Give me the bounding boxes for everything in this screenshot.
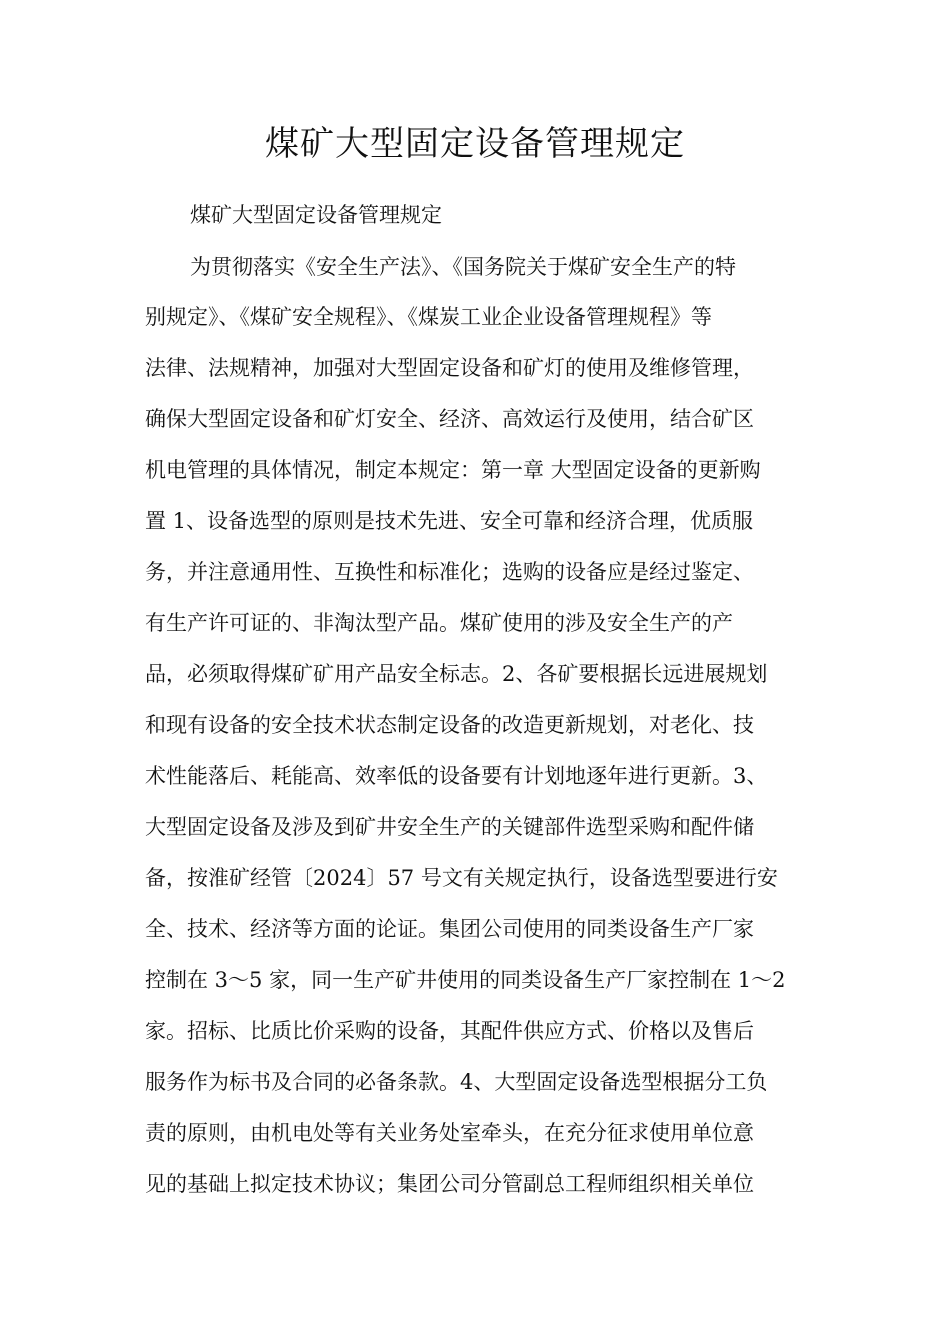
paragraph-line: 全、技术、经济等方面的论证。集团公司使用的同类设备生产厂家 — [145, 917, 754, 941]
paragraph-line: 为贯彻落实《安全生产法》、《国务院关于煤矿安全生产的特 — [190, 255, 736, 279]
paragraph-line: 服务作为标书及合同的必备条款。4、大型固定设备选型根据分工负 — [145, 1070, 768, 1094]
paragraph-line: 法律、法规精神，加强对大型固定设备和矿灯的使用及维修管理， — [145, 356, 754, 380]
paragraph-line: 和现有设备的安全技术状态制定设备的改造更新规划，对老化、技 — [145, 713, 754, 737]
paragraph-line: 见的基础上拟定技术协议；集团公司分管副总工程师组织相关单位 — [145, 1172, 754, 1196]
paragraph-line: 有生产许可证的、非淘汰型产品。煤矿使用的涉及安全生产的产 — [145, 611, 733, 635]
paragraph-line: 别规定》、《煤矿安全规程》、《煤炭工业企业设备管理规程》等 — [145, 305, 712, 329]
paragraph-line: 备，按淮矿经管〔2024〕57 号文有关规定执行，设备选型要进行安 — [145, 866, 778, 890]
paragraph-line: 品，必须取得煤矿矿用产品安全标志。2、各矿要根据长远进展规划 — [145, 662, 768, 686]
paragraph-line: 确保大型固定设备和矿灯安全、经济、高效运行及使用，结合矿区 — [145, 407, 754, 431]
paragraph-line: 控制在 3～5 家，同一生产矿井使用的同类设备生产厂家控制在 1～2 — [145, 968, 786, 992]
paragraph-line: 大型固定设备及涉及到矿井安全生产的关键部件选型采购和配件储 — [145, 815, 754, 839]
paragraph-line: 责的原则，由机电处等有关业务处室牵头，在充分征求使用单位意 — [145, 1121, 754, 1145]
paragraph-line: 机电管理的具体情况，制定本规定：第一章 大型固定设备的更新购 — [145, 458, 761, 482]
document-subtitle: 煤矿大型固定设备管理规定 — [190, 203, 442, 227]
paragraph-line: 置 1、设备选型的原则是技术先进、安全可靠和经济合理，优质服 — [145, 509, 754, 533]
paragraph-line: 务，并注意通用性、互换性和标准化；选购的设备应是经过鉴定、 — [145, 560, 754, 584]
paragraph-line: 家。招标、比质比价采购的设备，其配件供应方式、价格以及售后 — [145, 1019, 754, 1043]
paragraph-line: 术性能落后、耗能高、效率低的设备要有计划地逐年进行更新。3、 — [145, 764, 768, 788]
document-title: 煤矿大型固定设备管理规定 — [265, 124, 685, 164]
